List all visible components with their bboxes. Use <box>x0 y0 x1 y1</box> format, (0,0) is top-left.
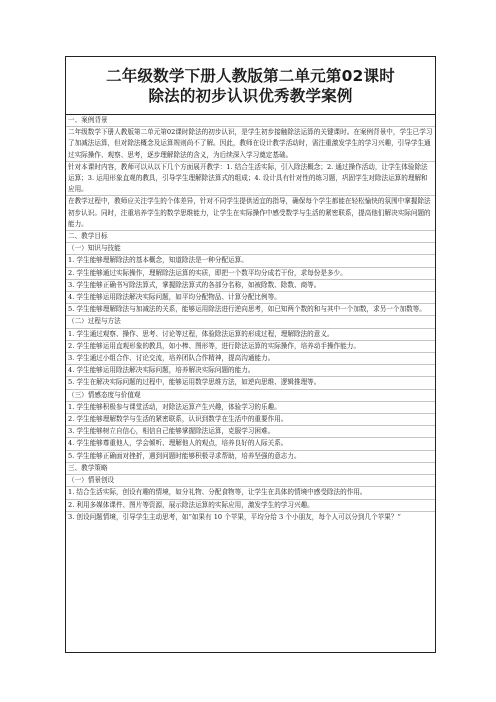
list-item: 5. 学生能够正确面对挫折，遇到问题时能够积极寻求帮助，培养坚强的意志力。 <box>66 451 435 463</box>
title-line-1: 二年级数学下册人教版第二单元第02课时 <box>106 66 395 85</box>
list-item: 5. 学生能够理解除法与加减法的关系，能够运用除法进行逆向思考，如已知两个数的和与其中一个加数，求另一个加数等。 <box>66 304 435 316</box>
list-item: 1. 结合生活实际，创设有趣的情境，如分礼物、分配食物等，让学生在具体的情境中感受除法的作用。 <box>66 487 435 499</box>
list-item: 4. 学生能够运用除法解决实际问题，如平均分配物品、计算分配比例等。 <box>66 292 435 304</box>
list-item: 2. 学生能够通过实际操作，理解除法运算的实质，即把一个数平均分成若干份，求每份是多少。 <box>66 268 435 280</box>
paragraph: 针对本课时内容，教师可以从以下几个方面展开教学：1. 结合生活实际，引入除法概念；2. 通过操作活动，让学生体验除法运算；3. 运用形象直观的教具，引导学生理解除法算式的组成；4. 设计具有针对性的练习题，巩固学生对除法运算的理解和应用。 <box>66 162 435 197</box>
subsection-heading: （三）情感态度与价值观 <box>66 390 435 402</box>
subsection-heading: （一）情景创设 <box>66 475 435 487</box>
list-item: 2. 学生能够运用直观形象的教具，如小棒、图形等，进行除法运算的实际操作，培养动手操作能力。 <box>66 341 435 353</box>
title-block <box>66 57 435 115</box>
section-heading: 三、教学策略 <box>66 463 435 475</box>
list-item: 3. 学生能够正确书写除法算式，掌握除法算式的各部分名称，如被除数、除数、商等。 <box>66 280 435 292</box>
paragraph: 二年级数学下册人教版第二单元第02课时除法的初步认识，是学生初步接触除法运算的关键课时。在案例背景中，学生已学习了加减法运算，但对除法概念及运算规则尚不了解。因此，教师在设计教学活动时，需注重激发学生的学习兴趣，引导学生通过实际操作、观察、思考，逐步理解除法的含义，为后续深入学习奠定基础。 <box>66 127 435 162</box>
list-item: 3. 创设问题情境，引导学生主动思考，如“如果有 10 个苹果，平均分给 3 个小朋友，每个人可以分到几个苹果？” <box>68 512 401 521</box>
subsection-heading: （二）过程与方法 <box>66 316 435 328</box>
section-heading: 二、教学目标 <box>66 231 435 243</box>
list-item: 1. 学生通过观察、操作、思考、讨论等过程，体验除法运算的形成过程，理解除法的意义。 <box>66 329 435 341</box>
document-page <box>65 56 436 653</box>
list-item: 1. 学生能够理解除法的基本概念，知道除法是一种分配运算。 <box>66 255 435 267</box>
list-item: 5. 学生在解决实际问题的过程中，能够运用数学思维方法，如逆向思维、逻辑推理等。 <box>66 377 435 389</box>
section-heading: 一、案例背景 <box>66 115 435 127</box>
list-item: 3. 学生通过小组合作、讨论交流，培养团队合作精神，提高沟通能力。 <box>66 353 435 365</box>
paragraph: 在教学过程中，教师应关注学生的个体差异，针对不同学生提供适宜的指导，确保每个学生都能在轻松愉快的氛围中掌握除法初步认识。同时，注重培养学生的数学思维能力，让学生在实际操作中感受数学与生活的紧密联系，提高他们解决实际问题的能力。 <box>66 196 435 231</box>
content-body <box>66 115 435 653</box>
list-item: 4. 学生能够尊重他人，学会倾听、理解他人的观点，培养良好的人际关系。 <box>66 438 435 450</box>
subsection-heading: （一）知识与技能 <box>66 243 435 255</box>
title-line-2: 除法的初步认识优秀教学案例 <box>148 86 353 105</box>
list-item: 2. 利用多媒体课件、图片等资源，展示除法运算的实际应用，激发学生的学习兴趣。 <box>66 500 435 512</box>
list-item: 4. 学生能够运用除法解决实际问题，培养解决实际问题的能力。 <box>66 365 435 377</box>
list-item: 1. 学生能够积极参与课堂活动，对除法运算产生兴趣，体验学习的乐趣。 <box>66 402 435 414</box>
list-item: 2. 学生能够理解数学与生活的紧密联系，认识到数学在生活中的重要作用。 <box>66 414 435 426</box>
list-item: 3. 学生能够树立自信心，相信自己能够掌握除法运算，克服学习困难。 <box>66 426 435 438</box>
